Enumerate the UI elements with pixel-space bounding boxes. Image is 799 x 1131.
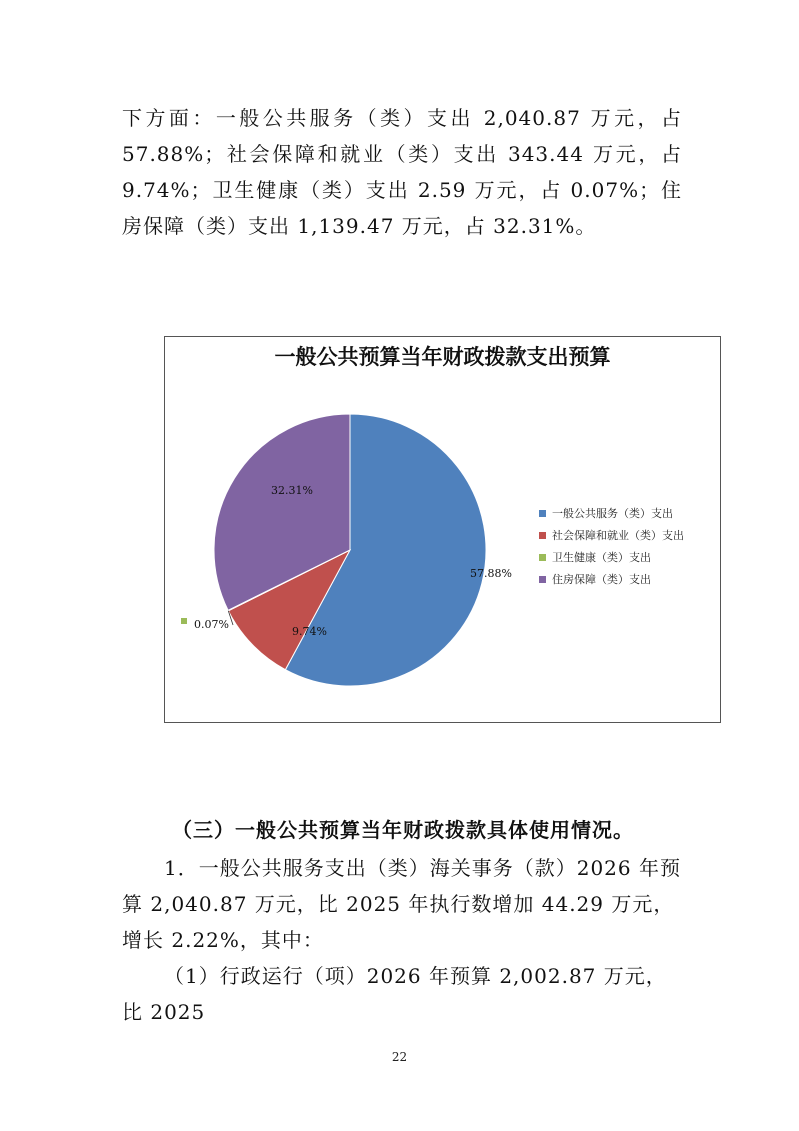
slice-label-4: 32.31% xyxy=(271,484,313,497)
chart-legend xyxy=(539,503,684,591)
legend-swatch xyxy=(539,576,546,583)
slice-label-1: 57.88% xyxy=(470,567,512,580)
legend-swatch xyxy=(539,510,546,517)
paragraph-2: （1）行政运行（项）2026 年预算 2,002.87 万元，比 2025 xyxy=(122,964,667,1024)
page-number: 22 xyxy=(391,1050,408,1064)
legend-label: 一般公共服务（类）支出 xyxy=(552,507,673,520)
section-heading: （三）一般公共预算当年财政拨款具体使用情况。 xyxy=(172,818,634,842)
legend-item-4 xyxy=(539,569,684,591)
legend-swatch xyxy=(539,532,546,539)
legend-label: 卫生健康（类）支出 xyxy=(552,551,651,564)
legend-item-3 xyxy=(539,547,684,569)
legend-label: 社会保障和就业（类）支出 xyxy=(552,529,684,542)
paragraph-1: 1．一般公共服务支出（类）海关事务（款）2026 年预算 2,040.87 万元，比 2025 年执行数增加 44.29 万元，增长 2.22%，其中： xyxy=(122,856,681,952)
intro-paragraph: 下方面：一般公共服务（类）支出 2,040.87 万元，占 57.88%；社会保障和就业（类）支出 343.44 万元，占 9.74%；卫生健康（类）支出 2.59 万元，占 0.07%；住房保障（类）支出 1,139.47 万元，占 32.31%。 xyxy=(122,106,682,238)
slice-label-3: 0.07% xyxy=(194,618,229,631)
legend-item-2 xyxy=(539,525,684,547)
slice-label-2: 9.74% xyxy=(292,625,327,638)
chart-title: 一般公共预算当年财政拨款支出预算 xyxy=(274,345,611,369)
legend-swatch xyxy=(539,554,546,561)
legend-item-1 xyxy=(539,503,684,525)
pie-chart xyxy=(164,336,721,723)
legend-label: 住房保障（类）支出 xyxy=(552,573,651,586)
small-slice-marker xyxy=(181,618,187,624)
